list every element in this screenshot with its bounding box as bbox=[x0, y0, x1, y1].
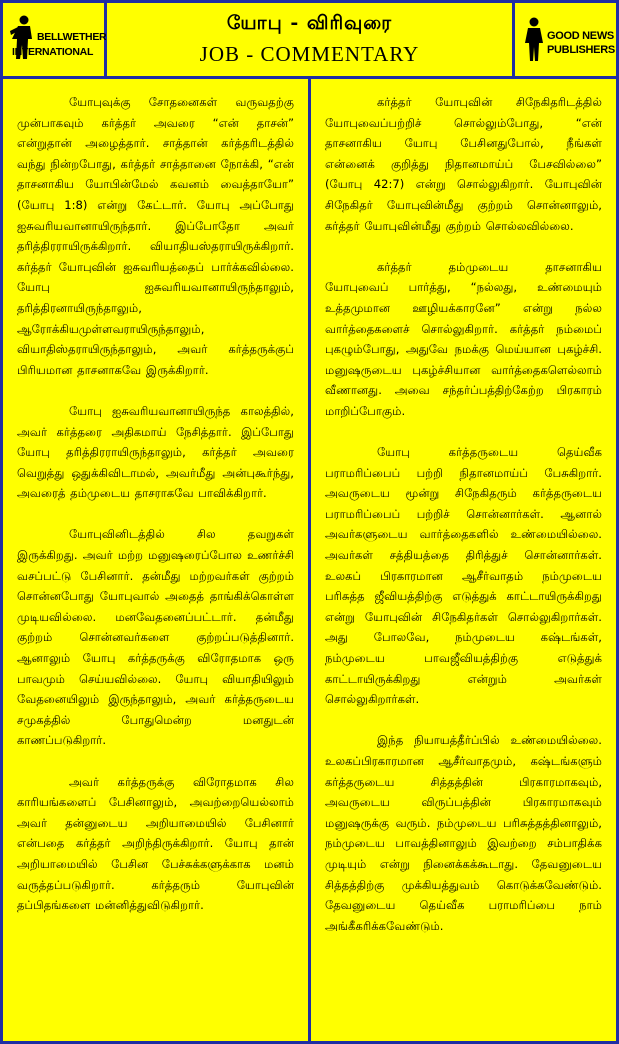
header bbox=[3, 3, 616, 76]
bellwether-logo bbox=[3, 3, 107, 76]
title-english: JOB - COMMENTARY bbox=[199, 41, 420, 66]
left-column bbox=[3, 79, 308, 1041]
bellwether-line1: BELLWETHER bbox=[37, 31, 107, 43]
paragraph: யோபுவினிடத்தில் சில தவறுகள் இருக்கிறது. அவர் மற்ற மனுஷரைப்போல உணர்ச்சி வசப்பட்டு பேசினார். தன்மீது மற்றவர்கள் குற்றம் சொன்னபோது யோபுவால் அதைத் தாங்கிக்கொள்ள முடியவில்லை. மனவேதனைப்பட்டார். தன்மீது குற்றம் சொன்னவர்களை குற்றப்படுத்தினார். ஆனாலும் யோபு கர்த்தருக்கு விரோதமாக ஒரு பாவமும் செய்யவில்லை. யோபு வியாதியிலும் வேதனையிலும் இருந்தாலும், அவர் கர்த்தருடைய சமுகத்தில் போதுமென்ற மனதுடன் காணப்படுகிறார். bbox=[17, 527, 294, 748]
paragraph: இந்த நியாயத்தீர்ப்பில் உண்மையில்லை. உலகப்பிரகாரமான ஆசீர்வாதமும், கஷ்டங்களும் கர்த்தருடைய சித்தத்தின் பிரகாரமாகவும், அவருடைய விருப்பத்தின் பிரகாரமாகவும் மனுஷருக்கு வரும். நம்முடைய பரிசுத்தத்தினாலும், நம்முடைய பாவத்தினாலும் இவற்றை சம்பாதிக்க முடியும் என்று நினைக்கக்கூடாது. தேவனுடைய சித்தத்திற்கு முக்கியத்துவம் கொடுக்கவேண்டும். தேவனுடைய தெய்வீக பராமரிப்பை நாம் அங்கீகரிக்கவேண்டும். bbox=[325, 733, 602, 933]
paragraph: அவர் கர்த்தருக்கு விரோதமாக சில காரியங்களைப் பேசினாலும், அவற்றையெல்லாம் அவர் தன்னுடைய அறியாமையில் பேசினார் என்பதை கர்த்தர் அறிந்திருக்கிறார். யோபு தான் அறியாமையில் பேசின பேச்சுக்களுக்காக மனம் வருத்தப்படுகிறார். கர்த்தரும் யோபுவின் தப்பிதங்களை மன்னித்துவிடுகிறார். bbox=[17, 774, 294, 913]
commentary-columns bbox=[3, 79, 616, 1041]
paragraph: யோபு ஐசுவரியவானாயிருந்த காலத்தில், அவர் கர்த்தரை அதிகமாய் நேசித்தார். இப்போது யோபு தரித்திரராயிருந்தாலும், கர்த்தர் அவரை வெறுத்து ஒதுக்கிவிடாமல், அவர்மீது அன்புகூர்ந்து, அவரைத் தம்முடைய தாசராகவே பாவிக்கிறார். bbox=[17, 403, 294, 501]
paragraph: கர்த்தர் தம்முடைய தாசனாகிய யோபுவைப் பார்த்து, “நல்லது, உண்மையும் உத்தமுமான ஊழியக்காரனே” என்று நல்ல வார்த்தைகளைச் சொல்லுகிறார். கர்த்தர் நம்மைப் புகழும்போது, அதுவே நமக்கு மெய்யான புகழ்ச்சி. மனுஷருடைய புகழ்ச்சியான வார்த்தைகளெல்லாம் வீணானது. அவை சந்தர்ப்பத்திற்கேற்ற பிரகாரம் மாறிப்போகும். bbox=[325, 259, 602, 418]
paragraph: கர்த்தர் யோபுவின் சிநேகிதரிடத்தில் யோபுவைப்பற்றிச் சொல்லும்போது, “என் தாசனாகிய யோபு பேசினதுபோல், நீங்கள் என்னைக் குறித்து நிதானமாய்ப் பேசவில்லை” (யோபு 42:7) என்று சொல்லுகிறார். யோபுவின் சிநேகிதர் யோபுவின்மீது குற்றம் சொன்னாலும், கர்த்தர் யோபுவின்மீது குற்றம் சொல்லவில்லை. bbox=[325, 95, 602, 233]
title-tamil: யோபு - விரிவுரை bbox=[226, 11, 393, 34]
paragraph: யோபு கர்த்தருடைய தெய்வீக பராமரிப்பைப் பற்றி நிதானமாய்ப் பேசுகிறார். அவருடைய மூன்று சிநேகிதரும் கர்த்தருடைய பராமரிப்பைப் பற்றிச் சொன்னார்கள். ஆனால் அவர்களுடைய வார்த்தைகளில் உண்மையில்லை. அவர்கள் சத்தியத்தை திரித்துச் சொன்னார்கள். உலகப் பிரகாரமான ஆசீர்வாதம் நம்முடைய பரிசுத்த ஜீவியத்திற்கு எடுத்துக் காட்டாயிருக்கிறது என்று யோபுவின் சிநேகிதர்கள் சொல்லுகிறார்கள். அது போலவே, நம்முடைய கஷ்டங்கள், நம்முடைய பாவஜீவியத்திற்கு எடுத்துக் காட்டாயிருக்கிறது என்றும் அவர்கள் சொல்லுகிறார்கள். bbox=[325, 445, 602, 707]
good-news-logo bbox=[515, 3, 616, 76]
figure-silhouette-icon bbox=[523, 17, 545, 63]
right-column bbox=[311, 79, 616, 1041]
bellwether-line2: INTERNATIONAL bbox=[12, 46, 94, 58]
good-news-line2: PUBLISHERS bbox=[547, 44, 615, 56]
paragraph: யோபுவுக்கு சோதனைகள் வருவதற்கு முன்பாகவும் கர்த்தர் அவரை “என் தாசன்” என்றுதான் அழைத்தார். சாத்தான் கர்த்தரிடத்தில் வந்து நின்றபோது, கர்த்தர் சாத்தானை நோக்கி, “என் தாசனாகிய யோபின்மேல் கவனம் வைத்தாயோ” (யோபு 1:8) என்று கேட்டார். யோபு அப்போது ஐசுவரியவானாயிருந்தார். இப்போதோ அவர் தரித்திரராயிருக்கிறார். வியாதியஸ்தராயிருக்கிறார். கர்த்தர் யோபுவின் ஐசுவரியத்தைப் பார்க்கவில்லை. யோபு ஐசுவரியவானாயிருந்தாலும், தரித்திரனாயிருந்தாலும், ஆரோக்கியமுள்ளவராயிருந்தாலும், வியாதிஸ்தராயிருந்தாலும், அவர் கர்த்தருக்குப் பிரியமான தாசனாகவே இருக்கிறார். bbox=[17, 95, 294, 377]
good-news-line1: GOOD NEWS bbox=[547, 30, 614, 42]
title-box bbox=[107, 3, 512, 76]
